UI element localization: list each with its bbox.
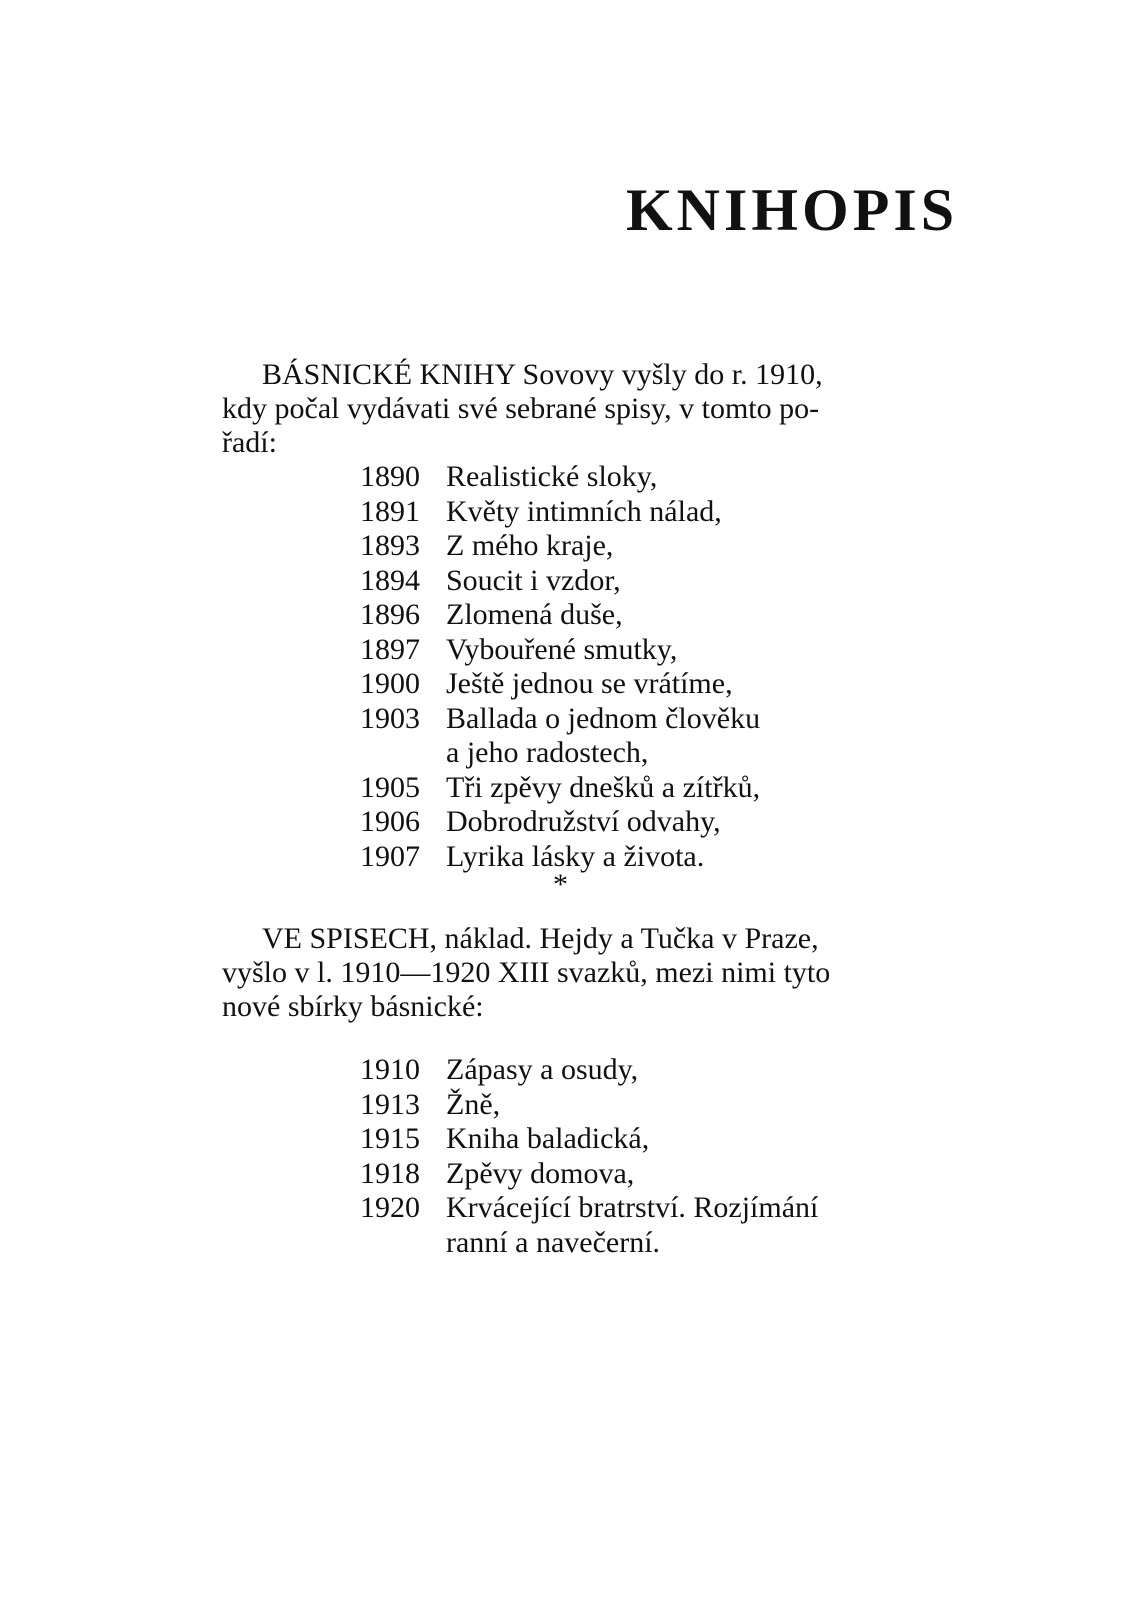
entry-year: 1900 bbox=[360, 667, 420, 700]
bibliography-entry bbox=[360, 667, 760, 702]
entry-title bbox=[446, 771, 760, 806]
intro-line: řadí: bbox=[222, 426, 277, 459]
entry-title-line: Zlomená duše, bbox=[446, 598, 623, 631]
entry-title-line: Ještě jednou se vrátíme, bbox=[446, 667, 733, 700]
entry-title-line: a jeho radostech, bbox=[446, 736, 649, 769]
bibliography-entry bbox=[360, 529, 760, 564]
bibliography-entry bbox=[360, 771, 760, 806]
entry-year: 1893 bbox=[360, 529, 420, 562]
entry-title bbox=[446, 805, 721, 840]
entry-title-line: Žně, bbox=[446, 1087, 501, 1121]
bibliography-entry bbox=[360, 1122, 818, 1157]
entry-title-line: Soucit i vzdor, bbox=[446, 563, 621, 597]
entry-title-line: Tři zpěvy dnešků a zítřků, bbox=[446, 770, 761, 804]
bibliography-entry bbox=[360, 702, 760, 771]
bibliography-entry bbox=[360, 1191, 818, 1260]
bibliography-entry bbox=[360, 495, 760, 530]
entry-year: 1903 bbox=[360, 701, 420, 735]
entry-title-line: Ballada o jednom člověku bbox=[446, 701, 761, 735]
entry-title-line: Z mého kraje, bbox=[446, 529, 614, 562]
collected-works-list bbox=[360, 1053, 818, 1260]
entry-year: 1915 bbox=[360, 1122, 420, 1155]
bibliography-entry bbox=[360, 1157, 818, 1192]
entry-title bbox=[446, 1053, 638, 1088]
entry-title bbox=[446, 598, 623, 633]
bibliography-entry bbox=[360, 564, 760, 599]
entry-title-line: Zápasy a osudy, bbox=[446, 1053, 639, 1086]
entry-title-line: Dobrodružství odvahy, bbox=[446, 805, 721, 838]
intro-paragraph-collected-works bbox=[222, 922, 912, 1024]
section-separator-asterisk: * bbox=[553, 868, 568, 901]
entry-title-line: Krvácející bratrství. Rozjímání bbox=[446, 1191, 819, 1224]
entry-title-line: Zpěvy domova, bbox=[446, 1156, 635, 1190]
entry-title bbox=[446, 460, 657, 495]
entry-title bbox=[446, 1122, 649, 1157]
entry-title bbox=[446, 1157, 634, 1192]
entry-year: 1907 bbox=[360, 839, 420, 873]
entry-year: 1918 bbox=[360, 1156, 420, 1190]
bibliography-entry bbox=[360, 1088, 818, 1123]
entry-year: 1894 bbox=[360, 563, 420, 597]
intro-paragraph-poetry-books bbox=[222, 358, 912, 460]
bibliography-entry bbox=[360, 598, 760, 633]
entry-year: 1905 bbox=[360, 770, 420, 804]
entry-title-line: Květy intimních nálad, bbox=[446, 494, 722, 528]
entry-title bbox=[446, 840, 704, 875]
entry-title-line: Kniha baladická, bbox=[446, 1122, 650, 1155]
entry-title bbox=[446, 564, 621, 599]
intro-line: nové sbírky básnické: bbox=[222, 990, 484, 1023]
poetry-books-list bbox=[360, 460, 760, 874]
entry-title bbox=[446, 495, 722, 530]
entry-title bbox=[446, 702, 760, 771]
entry-year: 1920 bbox=[360, 1191, 420, 1224]
entry-year: 1891 bbox=[360, 494, 420, 528]
entry-year: 1913 bbox=[360, 1087, 420, 1121]
entry-title bbox=[446, 667, 733, 702]
entry-year: 1890 bbox=[360, 460, 420, 493]
entry-title bbox=[446, 529, 613, 564]
entry-title-line: Realistické sloky, bbox=[446, 460, 658, 493]
intro-line: BÁSNICKÉ KNIHY Sovovy vyšly do r. 1910, bbox=[262, 358, 823, 391]
bibliography-entry bbox=[360, 460, 760, 495]
bibliography-entry bbox=[360, 633, 760, 668]
intro-line: vyšlo v l. 1910—1920 XIII svazků, mezi nimi tyto bbox=[222, 956, 831, 989]
intro-line: kdy počal vydávati své sebrané spisy, v tomto po- bbox=[222, 392, 820, 425]
intro-line: VE SPISECH, náklad. Hejdy a Tučka v Praze, bbox=[262, 922, 819, 955]
page-title: KNIHOPIS bbox=[626, 177, 959, 244]
bibliography-entry bbox=[360, 805, 760, 840]
entry-year: 1897 bbox=[360, 632, 420, 666]
entry-year: 1906 bbox=[360, 805, 420, 838]
entry-year: 1910 bbox=[360, 1053, 420, 1086]
entry-year: 1896 bbox=[360, 598, 420, 631]
entry-title bbox=[446, 1191, 818, 1260]
entry-title bbox=[446, 633, 677, 668]
entry-title-line: Vybouřené smutky, bbox=[446, 632, 678, 666]
entry-title-line: Lyrika lásky a života. bbox=[446, 839, 705, 873]
entry-title-line: ranní a navečerní. bbox=[446, 1225, 661, 1259]
entry-title bbox=[446, 1088, 500, 1123]
bibliography-entry bbox=[360, 1053, 818, 1088]
